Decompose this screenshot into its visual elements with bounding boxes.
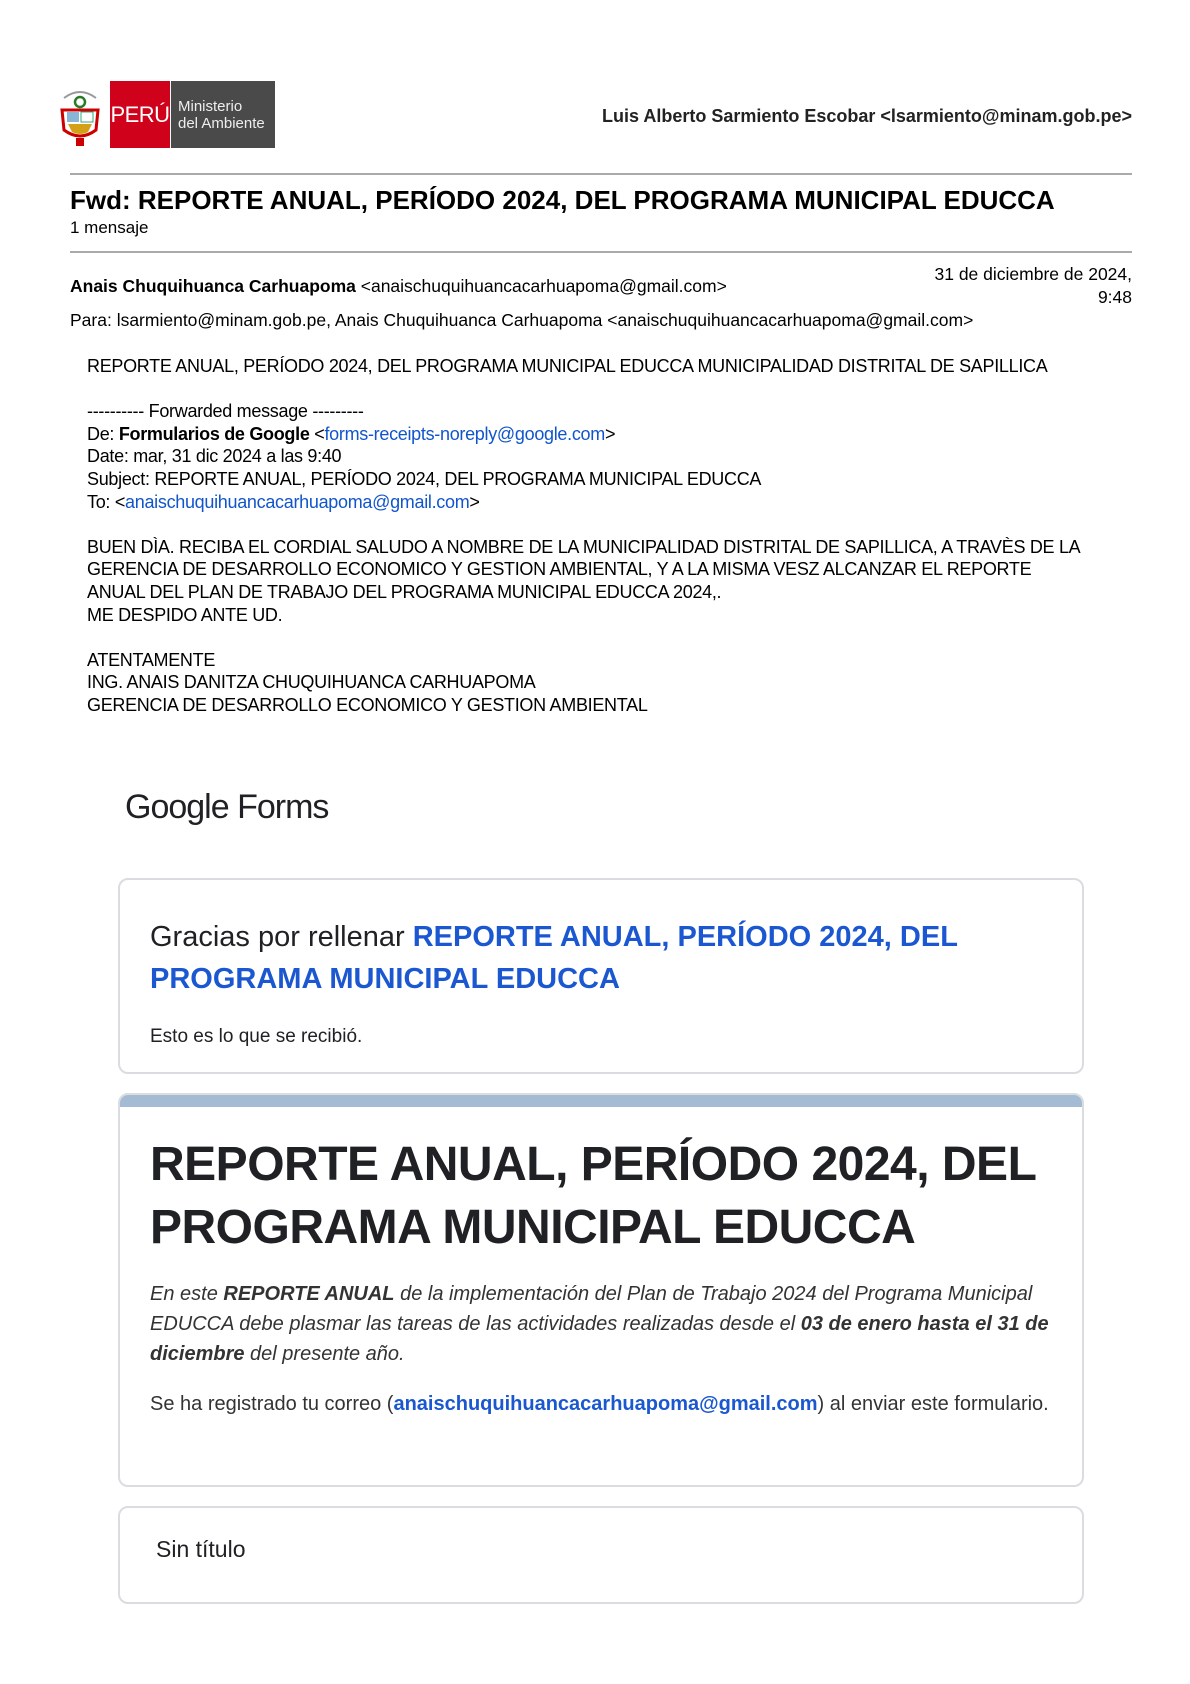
greeting-paragraph [87, 536, 1087, 626]
form-title: REPORTE ANUAL, PERÍODO 2024, DEL PROGRAMA MUNICIPAL EDUCCA [150, 1138, 1036, 1254]
peru-logo [110, 81, 170, 148]
form-title-link[interactable]: REPORTE ANUAL, PERÍODO 2024, DEL PROGRAMA MUNICIPAL EDUCCA [150, 921, 958, 995]
divider [70, 173, 1132, 175]
thanks-prefix: Gracias por rellenar [150, 921, 413, 953]
recipients: Para: lsarmiento@minam.gob.pe, Anais Chuquihuanca Carhuapoma <anaischuquihuancacarhuapoma@gmail.com> [70, 310, 974, 330]
from-label: De: [87, 423, 119, 444]
from-name: Formularios de Google [118, 423, 310, 444]
form-description [150, 1279, 1052, 1369]
sender [70, 276, 727, 297]
google-forms-logo: Google Forms [125, 788, 329, 826]
section-title: Sin título [156, 1536, 246, 1562]
thanks-heading [150, 916, 1052, 1000]
intro: REPORTE ANUAL, PERÍODO 2024, DEL PROGRAMA MUNICIPAL EDUCCA MUNICIPALIDAD DISTRITAL DE SAPILLICA [87, 356, 1048, 376]
logo-country: PERÚ [110, 101, 170, 127]
ministry-line1: Ministerio [178, 97, 243, 115]
account-user: Luis Alberto Sarmiento Escobar <lsarmiento@minam.gob.pe> [601, 106, 1132, 126]
ministry-line2: del Ambiente [178, 114, 265, 132]
message-count: 1 mensaje [70, 218, 149, 237]
closing-line: ME DESPIDO ANTE UD. [87, 604, 283, 625]
date-line: 31 de diciembre de 2024, [934, 264, 1132, 284]
reg-text: ) al enviar este formulario. [817, 1393, 1049, 1415]
form-accent-bar [120, 1095, 1082, 1107]
thread-subject: Fwd: REPORTE ANUAL, PERÍODO 2024, DEL PROGRAMA MUNICIPAL EDUCCA [70, 185, 1055, 215]
from-email-link[interactable]: forms-receipts-noreply@google.com [324, 423, 605, 444]
desc-bold: REPORTE ANUAL [223, 1283, 395, 1305]
message-date [935, 263, 1133, 309]
signature-line: ATENTAMENTE [87, 649, 216, 670]
registered-email-link[interactable]: anaischuquihuancacarhuapoma@gmail.com [393, 1393, 818, 1415]
message-body [87, 355, 1087, 739]
desc-text: del presente año. [244, 1343, 405, 1365]
forward-date: Date: mar, 31 dic 2024 a las 9:40 [87, 446, 342, 467]
time-line: 9:48 [1097, 287, 1132, 307]
peru-coat-of-arms-icon [58, 84, 102, 148]
forward-header: ---------- Forwarded message --------- [87, 401, 364, 422]
desc-text: de la implementación del Plan de Trabajo 2024 del Programa Municipal EDUCCA debe plasmar las tareas de las actividades realizadas desde el [150, 1283, 1033, 1335]
greeting: BUEN DÌA. RECIBA EL CORDIAL SALUDO A NOMBRE DE LA MUNICIPALIDAD DISTRITAL DE SAPILLICA, A TRAVÈS DE LA GERENCIA DE DESARROLLO ECONOMICO Y GESTION AMBIENTAL, Y A LA MISMA VESZ ALCANZAR EL REPORTE ANUAL DEL PLAN DE TRABAJO DEL PROGRAMA MUNICIPAL EDUCCA 2024,. [87, 536, 1080, 602]
forwarded-block: ---------- Forwarded message --------- De: Formularios de Google <forms-receipts-noreply@google.com> Date: mar, 31 dic 2024 a las 9:40 Subject: REPORTE ANUAL, PERÍODO 2024, DEL PROGRAMA MUNICIPAL EDUCCA To: <anaischuquihuancacarhuapoma@gmail.com> [87, 401, 762, 512]
signature-line: GERENCIA DE DESARROLLO ECONOMICO Y GESTION AMBIENTAL [87, 694, 648, 715]
to-email-link[interactable]: anaischuquihuancacarhuapoma@gmail.com [125, 491, 470, 512]
signature [87, 649, 1087, 717]
signature-line: ING. ANAIS DANITZA CHUQUIHUANCA CARHUAPOMA [87, 672, 536, 693]
to-label: To: < [87, 491, 126, 512]
form-header-card [118, 1093, 1084, 1487]
desc-text: En este [150, 1283, 224, 1305]
divider [70, 251, 1132, 253]
received-note: Esto es lo que se recibió. [150, 1026, 363, 1047]
sender-name: Anais Chuquihuanca Carhuapoma [70, 276, 356, 296]
email-recorded-note [150, 1389, 1052, 1419]
reg-text: Se ha registrado tu correo ( [150, 1393, 394, 1415]
desc-bold: 03 de enero hasta el 31 de diciembre [150, 1313, 1049, 1365]
forward-subject: Subject: REPORTE ANUAL, PERÍODO 2024, DEL PROGRAMA MUNICIPAL EDUCCA [87, 468, 762, 489]
sender-email: <anaischuquihuancacarhuapoma@gmail.com> [360, 276, 727, 296]
section-card [118, 1506, 1084, 1604]
confirmation-card [118, 878, 1084, 1074]
ministry-logo [171, 81, 275, 148]
